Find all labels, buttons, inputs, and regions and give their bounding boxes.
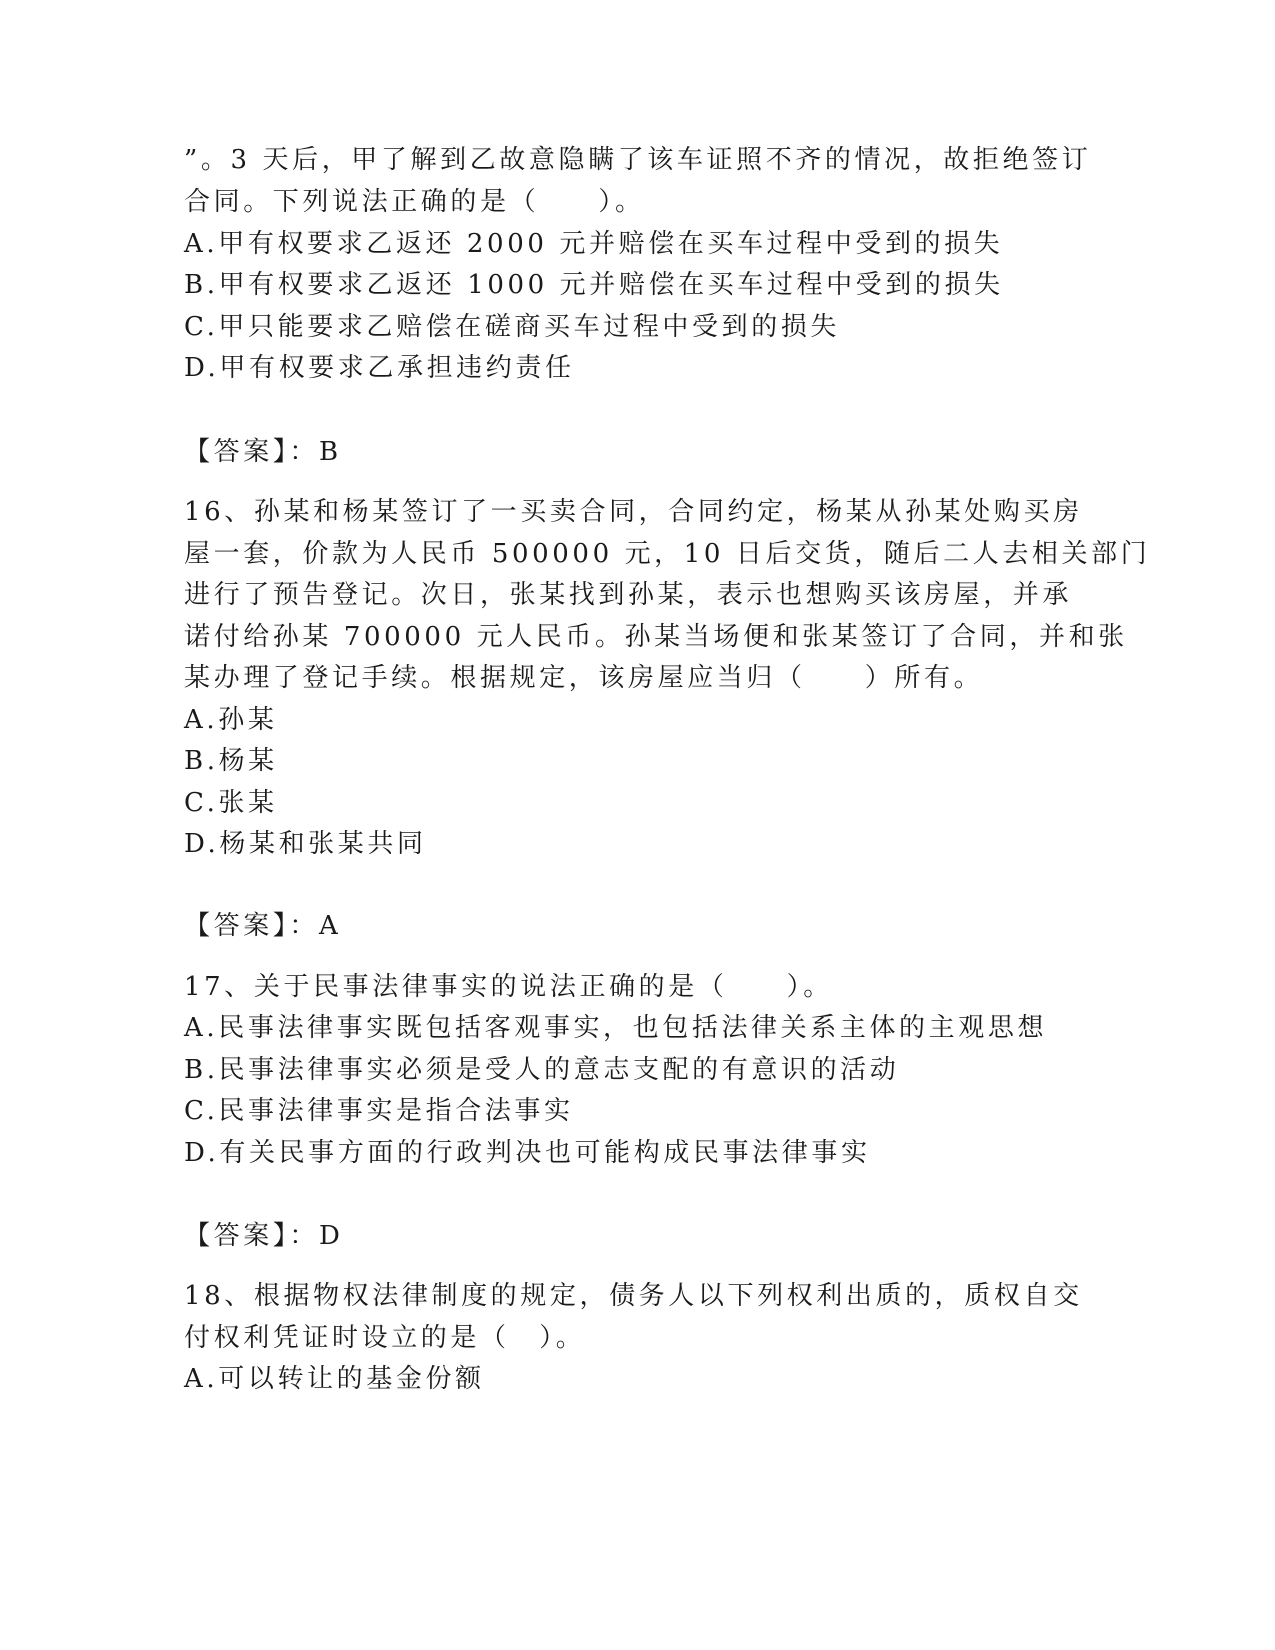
q17-option-c: C.民事法律事实是指合法事实 xyxy=(184,1096,574,1126)
q18-stem-line: 18、根据物权法律制度的规定，债务人以下列权利出质的，质权自交 xyxy=(184,1281,1083,1311)
q17-stem-line: 17、关于民事法律事实的说法正确的是（ ）。 xyxy=(184,972,833,1002)
q17-option-a: A.民事法律事实既包括客观事实，也包括法律关系主体的主观思想 xyxy=(184,1013,1048,1043)
q15-option-d: D.甲有权要求乙承担违约责任 xyxy=(184,353,575,383)
q18-option-a: A.可以转让的基金份额 xyxy=(184,1364,485,1394)
q15-stem-line: ”。3 天后，甲了解到乙故意隐瞒了该车证照不齐的情况，故拒绝签订 xyxy=(184,145,1092,175)
q15-option-a: A.甲有权要求乙返还 2000 元并赔偿在买车过程中受到的损失 xyxy=(184,229,1004,259)
q15-option-b: B.甲有权要求乙返还 1000 元并赔偿在买车过程中受到的损失 xyxy=(184,270,1004,300)
q16-stem-line: 16、孙某和杨某签订了一买卖合同，合同约定，杨某从孙某处购买房 xyxy=(184,497,1083,527)
q17-option-b: B.民事法律事实必须是受人的意志支配的有意识的活动 xyxy=(184,1055,900,1085)
q16-option-c: C.张某 xyxy=(184,788,278,818)
q16-option-a: A.孙某 xyxy=(184,705,278,735)
q17-option-d: D.有关民事方面的行政判决也可能构成民事法律事实 xyxy=(184,1138,871,1168)
q15-option-c: C.甲只能要求乙赔偿在磋商买车过程中受到的损失 xyxy=(184,312,841,342)
q15-stem-line: 合同。下列说法正确的是（ ）。 xyxy=(184,187,645,217)
q17-answer: 【答案】：D xyxy=(184,1221,344,1251)
q16-option-b: B.杨某 xyxy=(184,746,278,776)
q18-stem-line: 付权利凭证时设立的是（ ）。 xyxy=(184,1323,586,1353)
q16-option-d: D.杨某和张某共同 xyxy=(184,829,427,859)
q15-answer: 【答案】：B xyxy=(184,437,342,467)
q16-stem-line: 屋一套，价款为人民币 500000 元，10 日后交货，随后二人去相关部门 xyxy=(184,539,1151,569)
q16-stem-line: 进行了预告登记。次日，张某找到孙某，表示也想购买该房屋，并承 xyxy=(184,580,1073,610)
q16-stem-line: 某办理了登记手续。根据规定，该房屋应当归（ ）所有。 xyxy=(184,663,984,693)
q16-answer: 【答案】：A xyxy=(184,911,342,941)
q16-stem-line: 诺付给孙某 700000 元人民币。孙某当场便和张某签订了合同，并和张 xyxy=(184,622,1128,652)
